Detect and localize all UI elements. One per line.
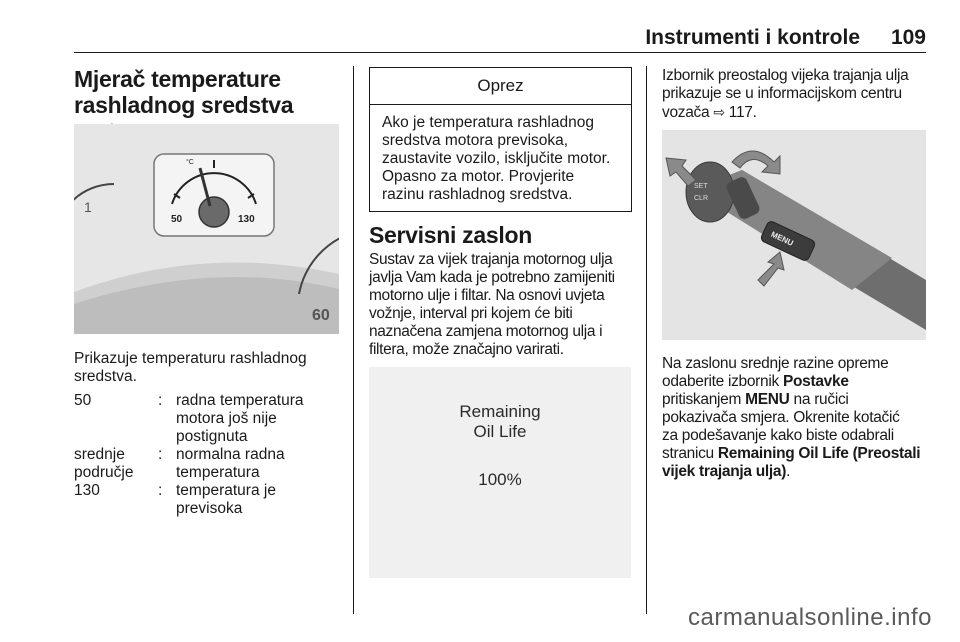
gauge-legend — [74, 392, 346, 518]
service-line: filtera, može značajno varirati. — [369, 341, 564, 358]
coolant-intro-line-2: sredstva. — [74, 368, 137, 385]
caution-line: Opasno za motor. Provjerite — [382, 168, 575, 185]
legend-value-line: radna temperatura — [176, 392, 304, 409]
intro-line-3: vozača — [662, 104, 710, 121]
heading-line-2: rashladnog sredstva — [74, 92, 294, 118]
turn-signal-stalk-illustration — [662, 130, 926, 340]
legend-value-line: temperatura je — [176, 482, 276, 499]
instr-line: pokazivača smjera. Okrenite kotačić — [662, 409, 900, 426]
coolant-gauge-illustration — [74, 124, 339, 334]
service-line: javlja Vam kada je potrebno zamijeniti — [369, 269, 615, 286]
coolant-intro-line-1: Prikazuje temperaturu rashladnog — [74, 350, 307, 367]
postavke-term: Postavke — [782, 373, 849, 390]
other-gauge-label: 1 — [84, 199, 92, 215]
legend-value-line: postignuta — [176, 428, 248, 445]
gauge-high-label: 130 — [238, 214, 255, 225]
instr-line: odaberite izbornik — [662, 373, 783, 390]
menu-term: MENU — [745, 391, 790, 408]
oil-display-line-2: Oil Life — [473, 422, 527, 441]
service-line: Sustav za vijek trajanja motornog ulja — [369, 251, 613, 268]
caution-box — [369, 67, 632, 212]
intro-line-1: Izbornik preostalog vijeka trajanja ulja — [662, 67, 909, 84]
coolant-intro — [74, 350, 346, 386]
instr-line: Na zaslonu srednje razine opreme — [662, 355, 889, 372]
oil-life-percent: 100% — [478, 470, 522, 489]
caution-line: zaustavite vozilo, isključite motor. — [382, 150, 611, 167]
column-divider-1 — [353, 66, 354, 614]
caution-title: Oprez — [370, 68, 631, 105]
instr-line: . — [786, 463, 791, 480]
speedo-label: 60 — [312, 307, 330, 324]
gauge-low-label: 50 — [171, 214, 183, 225]
service-line: naznačena zamjena motornog ulja i — [369, 323, 603, 340]
instr-line: pritiskanjem — [662, 391, 746, 408]
settings-instructions — [662, 355, 937, 481]
legend-row-50: 50 : radna temperatura motora još nije postignuta — [74, 392, 304, 445]
oil-menu-intro — [662, 67, 937, 122]
column-divider-2 — [646, 66, 647, 614]
oil-life-display-screen — [369, 367, 631, 578]
page-ref-arrow-icon: ⇨ — [713, 104, 725, 120]
running-header-title: Instrumenti i kontrole — [645, 26, 860, 49]
service-heading-block — [369, 222, 639, 248]
intro-line-2: prikazuje se u informacijskom centru — [662, 85, 902, 102]
caution-line: Ako je temperatura rashladnog — [382, 114, 594, 131]
remaining-oil-life-term-cont: vijek trajanja ulja) — [662, 463, 787, 480]
remaining-oil-life-term: Remaining Oil Life (Preostali — [717, 445, 921, 462]
service-text — [369, 251, 641, 359]
legend-key: područje — [74, 464, 134, 481]
clr-label: CLR — [694, 195, 709, 202]
service-line: vožnje, interval pri kojem će biti — [369, 305, 573, 322]
legend-row-130: 130 : temperatura je previsoka — [74, 482, 276, 517]
menu-label: MENU — [769, 229, 795, 248]
page-number: 109 — [890, 26, 926, 49]
service-display-heading: Servisni zaslon — [369, 222, 532, 248]
stalk-drawing — [662, 130, 926, 340]
legend-key: 130 — [74, 482, 100, 499]
caution-body — [370, 105, 631, 213]
instr-line: na ručici — [789, 391, 849, 408]
legend-value-line: previsoka — [176, 500, 243, 517]
legend-value-line: temperatura — [176, 464, 260, 481]
instr-line: stranicu — [662, 445, 718, 462]
legend-key: srednje — [74, 446, 125, 463]
page-ref-number: 117. — [728, 104, 757, 121]
watermark: carmanualsonline.info — [688, 604, 932, 631]
oil-display-line-1: Remaining — [459, 402, 541, 421]
coolant-gauge-drawing — [74, 124, 339, 334]
legend-key: 50 — [74, 392, 92, 409]
instr-line: za podešavanje kako biste odabrali — [662, 427, 894, 444]
heading-line-1: Mjerač temperature — [74, 66, 281, 92]
legend-row-middle: srednje područje : normalna radna temperatura — [74, 446, 285, 481]
unit-label: °C — [186, 159, 194, 166]
header-rule — [74, 52, 926, 53]
legend-value-line: motora još nije — [176, 410, 277, 427]
caution-line: razinu rashladnog sredstva. — [382, 186, 573, 203]
legend-value-line: normalna radna — [176, 446, 285, 463]
set-label: SET — [694, 183, 708, 190]
service-line: motorno ulje i filtar. Na osnovi uvjeta — [369, 287, 605, 304]
caution-line: sredstva motora previsoka, — [382, 132, 569, 149]
